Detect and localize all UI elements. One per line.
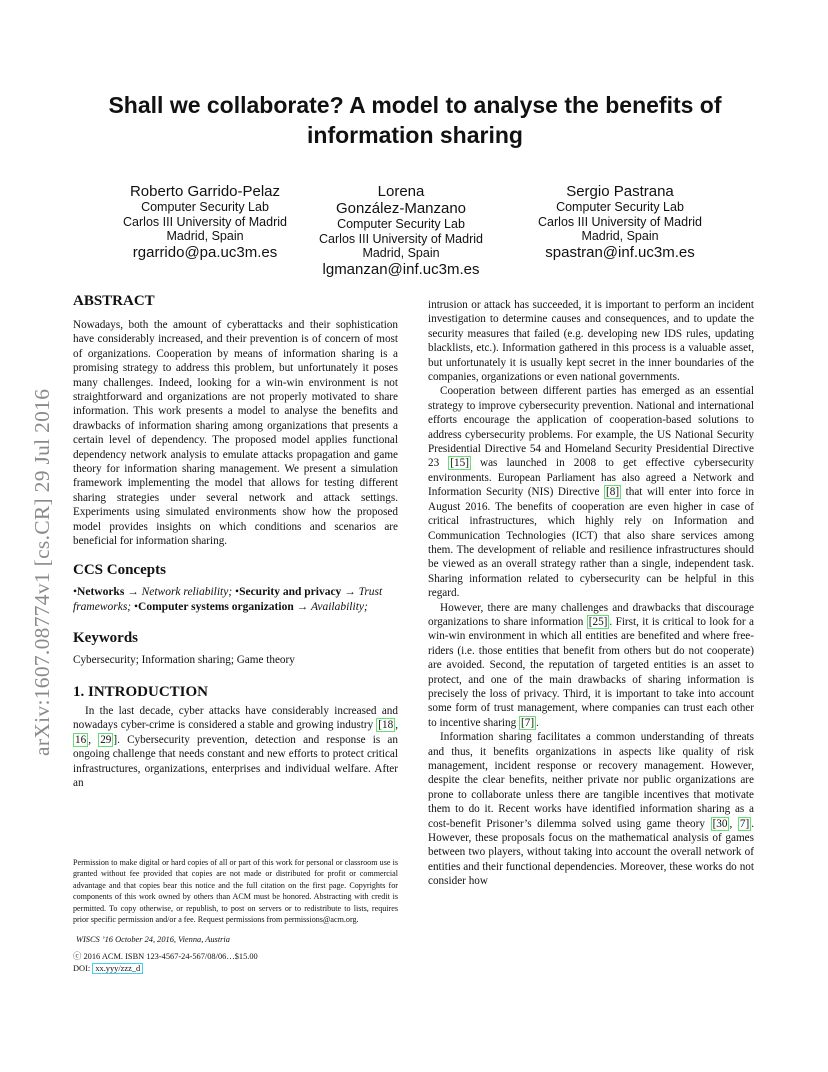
right-column	[428, 298, 754, 889]
intro-text: In the last decade, cyber attacks have considerably increased and nowadays cyber-crime is considered a stable and growing industry	[73, 704, 398, 732]
ccs-bullet: •	[134, 600, 139, 613]
ccs-arrow: →	[127, 585, 139, 598]
intro-paragraph	[428, 601, 754, 731]
author-lab: Computer Security Lab	[141, 200, 269, 214]
author-location: Madrid, Spain	[362, 246, 440, 261]
intro-text: .	[536, 716, 539, 729]
intro-text: was launched in 2008 to get effective cybersecurity environments. European Parliament has also agreed a Network and Information Security (NIS) Directive	[428, 457, 755, 499]
citation-link[interactable]: [15]	[450, 457, 469, 470]
author-name: Sergio Pastrana	[566, 183, 674, 200]
citation-link[interactable]: [7]	[521, 716, 535, 729]
author-block	[100, 183, 310, 262]
ccs-arrow: →	[344, 585, 356, 598]
copyright-info: ⓒ 2016 ACM. ISBN 123-4567-24-567/08/06…$15.00	[73, 952, 258, 961]
keywords-heading: Keywords	[73, 629, 138, 646]
author-university: Carlos III University of Madrid	[123, 214, 287, 229]
citation-separator: ,	[729, 817, 738, 830]
ccs-concepts	[73, 585, 398, 615]
citation-link[interactable]: [8]	[606, 486, 620, 499]
doi-label: DOI:	[73, 964, 93, 973]
author-email: rgarrido@pa.uc3m.es	[132, 243, 278, 261]
abstract-text: Nowadays, both the amount of cyberattacks and their sophistication have considerably increased, and their prevention is of concern of most of organizations. Cooperation by means of information sharing is a promising strategy to address this problem, but unfortunately it poses many challenges. Indeed, looking for a win-win environment is not straightforward and organizations are not properly motivated to share information. This work presents a model to analyse the benefits and drawbacks of information sharing among organizations that presents a certain level of dependency. The proposed model applies functional dependency network analysis to emulate attacks propagation and game theory for information sharing management. We present a simulation framework implementing the model that allows for testing different sharing strategies under several network and attack settings. Experiments using simulated environments show how the proposed model provides insights on which conditions and scenarios are beneficial for information sharing.	[73, 319, 398, 548]
intro-text: that will enter into force in August 2016. The benefits of cooperation are even higher in case of critical infrastructures, which highly rely on Information and Communication Technologies (ICT) that also share services among them. The development of reliable and resilience infrastructures should be viewed as an overall strategy rather than a single, independent task. Sharing information related to cybersecurity can be helpful in this regard.	[428, 486, 754, 600]
ccs-category: Networks	[77, 585, 125, 598]
ccs-concept: Network reliability;	[141, 585, 233, 598]
introduction-heading: 1. INTRODUCTION	[73, 683, 209, 700]
citation-link[interactable]: [30	[712, 817, 728, 830]
author-location: Madrid, Spain	[581, 229, 659, 244]
citation-link[interactable]: 16	[75, 733, 87, 746]
citation-link[interactable]: [25]	[588, 615, 608, 628]
author-email: lgmanzan@inf.uc3m.es	[322, 260, 480, 278]
ccs-arrow: →	[296, 600, 309, 613]
intro-paragraph	[428, 384, 754, 600]
citation-link[interactable]: [18	[378, 719, 394, 732]
author-university: Carlos III University of Madrid	[538, 214, 702, 229]
ccs-concept: Trust frameworks;	[73, 585, 383, 613]
ccs-heading: CCS Concepts	[73, 561, 166, 578]
citation-separator: ,	[88, 733, 99, 746]
author-name-line1: Lorena	[377, 183, 425, 200]
author-lab: Computer Security Lab	[337, 217, 465, 231]
doi-line	[73, 964, 143, 973]
conference-info: WISCS ’16 October 24, 2016, Vienna, Austria	[76, 935, 230, 944]
arxiv-identifier: arXiv:1607.08774v1 [cs.CR] 29 Jul 2016	[30, 388, 54, 756]
author-email: spastran@inf.uc3m.es	[545, 243, 695, 261]
ccs-bullet: •	[73, 585, 78, 598]
abstract-heading: ABSTRACT	[73, 293, 155, 309]
paper-title: Shall we collaborate? A model to analyse the benefits of information sharing	[108, 92, 722, 148]
author-block	[515, 183, 725, 262]
intro-text: Information sharing facilitates a common understanding of threats and thus, it benefits organizations in aspects like quality of risk management, incident response or recovery management. However, despite the clear benefits, neither private nor public organizations are prone to collaborate unless there are tangible incentives that motivate them to do it. Recent works have identified information sharing as a cost-benefit Prisoner’s dilemma solved using game theory	[428, 731, 754, 830]
citation-link[interactable]: 7]	[739, 817, 750, 830]
author-location: Madrid, Spain	[166, 229, 244, 244]
author-name: Roberto Garrido-Pelaz	[129, 183, 281, 200]
keywords-text: Cybersecurity; Information sharing; Game theory	[73, 653, 295, 666]
author-lab: Computer Security Lab	[556, 200, 684, 214]
permission-notice: Permission to make digital or hard copies of all or part of this work for personal or classroom use is granted without fee provided that copies are not made or distributed for profit or commercial advantage and that copies bear this notice and the full citation on the first page. Copyrights for components of this work owned by others than ACM must be honored. Abstracting with credit is permitted. To copy otherwise, or republish, to post on servers or to redistribute to lists, requires prior specific permission and/or a fee. Request permissions from permissions@acm.org.	[73, 858, 398, 925]
ccs-concept: Availability;	[310, 600, 368, 613]
intro-text: However, there are many challenges and drawbacks that discourage organizations to share information	[428, 601, 754, 628]
doi-link[interactable]: xx.yyy/zzz_d	[92, 963, 143, 974]
left-column	[73, 292, 398, 790]
author-block	[300, 183, 502, 279]
citation-separator: ,	[395, 719, 398, 732]
intro-text: ]. Cybersecurity prevention, detection and response is an ongoing challenge that needs constant and new efforts to protect critical infrastructures, organizations, enterprises and individual welfare. After an	[73, 733, 398, 789]
intro-text: . First, it is critical to look for a win-win environment in which all entities are benefited and where free-riders (i.e. those entities that benefit from others but do not cooperate) are avoided. Second, the reputation of targeted entities is an asset to protect, and one of the main drawbacks of sharing information is precisely the loss of privacy. Third, it is important to take into account some form of trust management, where companies can trust each other to incentive sharing	[428, 615, 754, 729]
ccs-category: Security and privacy	[239, 585, 342, 598]
author-university: Carlos III University of Madrid	[319, 231, 483, 246]
intro-paragraph	[73, 704, 398, 790]
intro-text: . However, these proposals focus on the mathematical analysis of games between two players, without taking into account the overall network of entities and their functional dependencies. Moreover, these works do not consider how	[428, 817, 755, 888]
intro-text: Cooperation between different parties has emerged as an essential strategy to improve cybersecurity prevention. National and international efforts encourage the application of cooperation-based solutions to address cybersecurity problems. For example, the US National Security Presidential Directive 54 and Homeland Security Presidential Directive 23	[428, 385, 754, 470]
intro-paragraph	[428, 730, 754, 888]
ccs-bullet: •	[235, 585, 240, 598]
ccs-category: Computer systems organization	[138, 600, 294, 613]
citation-link[interactable]: 29	[100, 733, 112, 746]
author-name-line2: González-Manzano	[335, 200, 467, 217]
intro-paragraph: intrusion or attack has succeeded, it is important to perform an incident investigation to determine causes and consequences, and to update the security measures that failed (e.g. developing new IDS rules, updating blacklists, etc.). Information gathered in this process is a valuable asset, but unfortunately it is usually kept secret in the inner boundaries of the companies, organizations or even national governments.	[428, 299, 754, 384]
